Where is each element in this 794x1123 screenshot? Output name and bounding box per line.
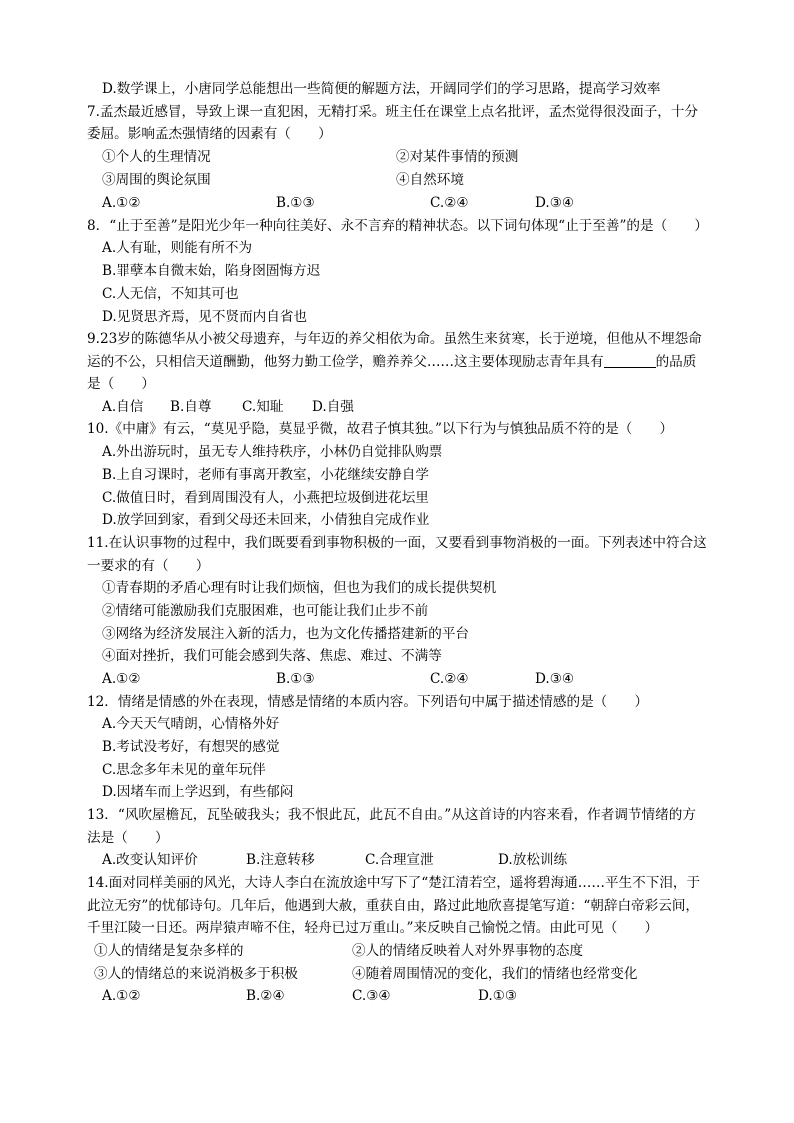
q10-option-c: C.做值日时，看到周围没有人，小燕把垃圾倒进花坛里 <box>102 490 429 506</box>
q8-stem: 8．“止于至善”是阳光少年一种向往美好、永不言弃的精神状态。以下词句体现“止于至善”的是（ ） <box>87 218 708 234</box>
q7-stem-line-1: 7.孟杰最近感冒，导致上课一直犯困，无精打采。班主任在课堂上点名批评，孟杰觉得很没面子，十分 <box>87 104 699 120</box>
q11-statement-1: ①青春期的矛盾心理有时让我们烦恼，但也为我们的成长提供契机 <box>102 580 497 596</box>
q9-stem-line-1: 9.23岁的陈德华从小被父母遗弃，与年迈的养父相依为命。虽然生来贫寒，长于逆境，但他从不埋怨命 <box>87 331 702 347</box>
q8-option-d: D.见贤思齐焉，见不贤而内自省也 <box>102 309 308 325</box>
q11-stem-line-2: 一要求的有（ ） <box>87 558 210 574</box>
q10-option-b: B.上自习课时，老师有事离开教室，小花继续安静自学 <box>102 467 429 483</box>
q14-stem-line-2: 此泣无穷”的忧郁诗句。几年后，他遇到大赦，重获自由，路过此地欣喜提笔写道：“朝辞白帝彩云间， <box>87 898 700 914</box>
q12-option-a: A.今天天气晴朗，心情格外好 <box>102 716 280 732</box>
q8-option-c: C.人无信，不知其可也 <box>102 286 239 302</box>
q7-option-d: D.③④ <box>535 195 575 211</box>
q11-statement-4: ④面对挫折，我们可能会感到失落、焦虑、难过、不满等 <box>102 648 442 664</box>
q14-statement-2: ②人的情绪反映着人对外界事物的态度 <box>352 943 584 959</box>
q14-option-d: D.①③ <box>478 988 518 1004</box>
q14-option-a: A.①② <box>102 988 141 1004</box>
q9-option-c: C.知耻 <box>242 399 284 415</box>
q14-option-b: B.②④ <box>246 988 285 1004</box>
q9-answer-blank <box>604 353 656 368</box>
q13-stem-line-2: 法是（ ） <box>87 830 169 846</box>
q11-option-a: A.①② <box>102 671 141 687</box>
q9-option-b: B.自尊 <box>170 399 212 415</box>
q11-option-d: D.③④ <box>535 671 575 687</box>
q8-option-b: B.罪孽本自微末始，陷身囹圄悔方迟 <box>102 263 321 279</box>
q11-stem-line-1: 11.在认识事物的过程中，我们既要看到事物积极的一面，又要看到事物消极的一面。下列表述中符合这 <box>87 535 707 551</box>
q7-statement-4: ④自然环境 <box>396 172 464 188</box>
q13-option-c: C.合理宣泄 <box>365 852 434 868</box>
q14-stem-line-1: 14.面对同样美丽的风光，大诗人李白在流放途中写下了“楚江清若空，遥将碧海通……平生不下泪，于 <box>87 875 701 891</box>
q9-stem-line-2 <box>87 352 794 372</box>
q7-statement-1: ①个人的生理情况 <box>102 149 211 165</box>
q9-option-a: A.自信 <box>102 399 144 415</box>
q9-option-d: D.自强 <box>312 399 354 415</box>
q8-option-a: A.人有耻，则能有所不为 <box>102 240 253 256</box>
q14-option-c: C.③④ <box>352 988 391 1004</box>
q14-stem-line-3: 千里江陵一日还。两岸猿声啼不住，轻舟已过万重山。”来反映自己愉悦之情。由此可见（ ） <box>87 920 659 936</box>
q11-option-b: B.①③ <box>276 671 315 687</box>
q14-statement-4: ④随着周围情况的变化，我们的情绪也经常变化 <box>352 966 638 982</box>
q10-option-a: A.外出游玩时，虽无专人维持秩序，小林仍自觉排队购票 <box>102 444 443 460</box>
q7-statement-3: ③周围的舆论氛围 <box>102 172 211 188</box>
q13-option-d: D.放松训练 <box>498 852 568 868</box>
q13-option-b: B.注意转移 <box>246 852 315 868</box>
q9-stem-line-3: 是（ ） <box>87 376 155 392</box>
q13-stem-line-1: 13．“风吹屋檐瓦，瓦坠破我头；我不恨此瓦，此瓦不自由。”从这首诗的内容来看，作者调节情绪的方 <box>87 807 696 823</box>
q7-stem-line-2: 委屈。影响孟杰强情绪的因素有（ ） <box>87 126 332 142</box>
q7-statement-2: ②对某件事情的预测 <box>396 149 519 165</box>
q11-statement-3: ③网络为经济发展注入新的活力，也为文化传播搭建新的平台 <box>102 626 470 642</box>
q7-option-a: A.①② <box>102 195 141 211</box>
q7-option-c: C.②④ <box>430 195 469 211</box>
q10-option-d: D.放学回到家，看到父母还未回来，小倩独自完成作业 <box>102 512 430 528</box>
q6-option-d: D.数学课上，小唐同学总能想出一些简便的解题方法，开阔同学们的学习思路，提高学习效率 <box>102 81 661 97</box>
q11-option-c: C.②④ <box>430 671 469 687</box>
q12-stem: 12．情绪是情感的外在表现，情感是情绪的本质内容。下列语句中属于描述情感的是（ ） <box>87 694 649 710</box>
q9-stem-line-2-tail: 的品质 <box>655 354 697 370</box>
q10-stem: 10.《中庸》有云，“莫见乎隐，莫显乎微，故君子慎其独。”以下行为与慎独品质不符的是（ ） <box>87 421 674 437</box>
q9-stem-line-2-text: 运的不公，只相信天道酬勤，他努力勤工俭学，赡养养父……这主要体现励志青年具有 <box>87 354 604 370</box>
q12-option-b: B.考试没考好，有想哭的感觉 <box>102 739 280 755</box>
q12-option-c: C.思念多年未见的童年玩伴 <box>102 762 266 778</box>
q14-statement-3: ③人的情绪总的来说消极多于积极 <box>94 966 298 982</box>
q7-option-b: B.①③ <box>276 195 315 211</box>
q12-option-d: D.因堵车而上学迟到，有些郁闷 <box>102 784 294 800</box>
q13-option-a: A.改变认知评价 <box>102 852 198 868</box>
q11-statement-2: ②情绪可能激励我们克服困难，也可能让我们止步不前 <box>102 603 429 619</box>
q14-statement-1: ①人的情绪是复杂多样的 <box>94 943 244 959</box>
